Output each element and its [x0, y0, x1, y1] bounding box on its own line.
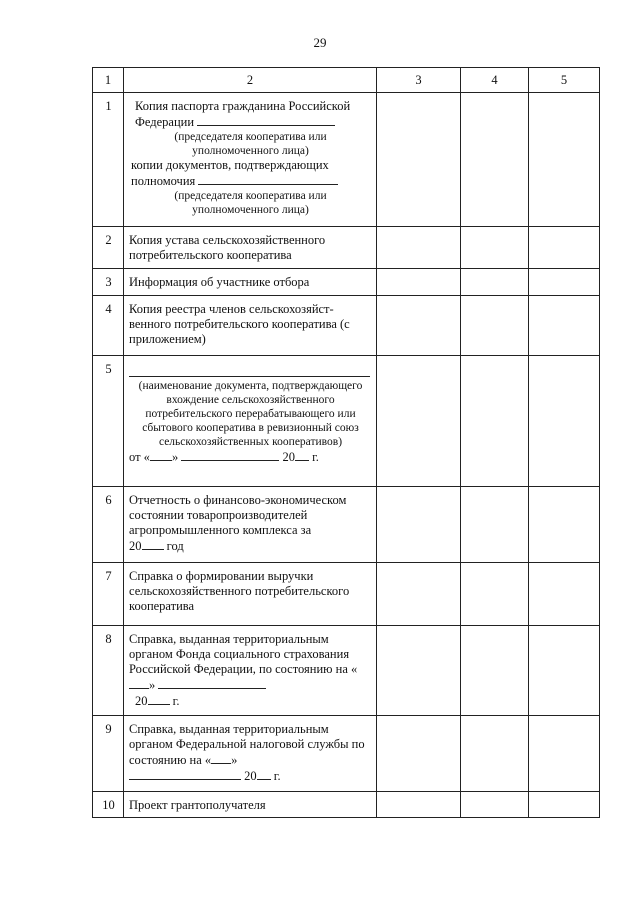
- row-description: Проект грантополучателя: [124, 792, 377, 818]
- row-note: уполномоченного лица): [192, 145, 309, 157]
- blank-line: [198, 173, 338, 185]
- row-cell-3: [377, 93, 461, 227]
- row-cell-5: [529, 227, 600, 269]
- blank-line: [129, 768, 241, 780]
- page-number: 29: [313, 35, 327, 50]
- row-cell-5: [529, 563, 600, 626]
- row-cell-3: [377, 792, 461, 818]
- row-cell-5: [529, 93, 600, 227]
- row-description: Копия реестра членов сельскохозяйст-венного потребительского кооператива (с приложением): [124, 296, 377, 356]
- row-note: (председателя кооператива или: [174, 131, 327, 143]
- table-row: [93, 93, 600, 227]
- row-text: Копия паспорта гражданина Российской: [135, 99, 351, 113]
- row-cell-4: [461, 792, 529, 818]
- row-cell-3: [377, 296, 461, 356]
- row-cell-3: [377, 716, 461, 792]
- table-row: [93, 563, 600, 626]
- row-cell-4: [461, 296, 529, 356]
- documents-table: [92, 67, 600, 818]
- blank-line: [211, 752, 231, 764]
- row-number: 9: [93, 716, 124, 792]
- row-cell-5: [529, 792, 600, 818]
- header-cell: 3: [377, 68, 461, 93]
- row-cell-3: [377, 269, 461, 296]
- year-line: 20 год: [129, 539, 184, 553]
- row-number: 3: [93, 269, 124, 296]
- row-description: [124, 93, 377, 227]
- blank-line: [295, 449, 309, 461]
- row-cell-4: [461, 356, 529, 487]
- row-number: 5: [93, 356, 124, 487]
- row-cell-4: [461, 227, 529, 269]
- row-text: копии документов, подтверждающих: [131, 158, 329, 172]
- blank-line: [129, 677, 149, 689]
- header-cell: 2: [124, 68, 377, 93]
- table-row: [93, 227, 600, 269]
- date-line: от « » 20 г.: [129, 450, 319, 464]
- row-cell-3: [377, 626, 461, 716]
- table-row: [93, 716, 600, 792]
- row-number: 7: [93, 563, 124, 626]
- row-cell-3: [377, 356, 461, 487]
- row-number: 8: [93, 626, 124, 716]
- row-description: Информация об участнике отбора: [124, 269, 377, 296]
- row-note: уполномоченного лица): [192, 204, 309, 216]
- row-cell-4: [461, 626, 529, 716]
- row-number: 1: [93, 93, 124, 227]
- table-row: [93, 792, 600, 818]
- table-row: [93, 626, 600, 716]
- row-cell-3: [377, 487, 461, 563]
- row-description: [124, 487, 377, 563]
- table-row: [93, 356, 600, 487]
- blank-line: [142, 538, 164, 550]
- row-cell-4: [461, 269, 529, 296]
- row-cell-4: [461, 563, 529, 626]
- row-text: Справка, выданная территориальным органом Федеральной налоговой службы по состоянию на «: [129, 722, 365, 767]
- row-cell-5: [529, 269, 600, 296]
- row-cell-5: [529, 626, 600, 716]
- row-cell-4: [461, 487, 529, 563]
- row-cell-4: [461, 716, 529, 792]
- row-note: (наименование документа, подтверждающего вхождение сельскохозяйственного потребительского перерабатывающего или сбытового кооператива в ревизионный союз сельскохозяйственных кооперативов): [138, 380, 363, 448]
- row-description: Копия устава сельскохозяйственного потребительского кооператива: [124, 227, 377, 269]
- blank-line: [197, 114, 335, 126]
- row-number: 4: [93, 296, 124, 356]
- row-text-with-blank: полномочия: [129, 173, 372, 189]
- row-description: Справка, выданная территориальным органом Федеральной налоговой службы по состоянию на « » 20 г.: [124, 716, 377, 792]
- header-cell: 5: [529, 68, 600, 93]
- row-cell-4: [461, 93, 529, 227]
- year-line: 20 г.: [129, 768, 372, 784]
- row-number: 2: [93, 227, 124, 269]
- row-cell-5: [529, 356, 600, 487]
- row-description: [124, 356, 377, 487]
- row-description: Справка о формировании выручки сельскохозяйственного потребительского кооператива: [124, 563, 377, 626]
- table-header-row: [93, 68, 600, 93]
- table-row: [93, 269, 600, 296]
- blank-line: [129, 364, 370, 377]
- row-number: 10: [93, 792, 124, 818]
- row-note: (председателя кооператива или: [174, 190, 327, 202]
- header-cell: 1: [93, 68, 124, 93]
- row-description: Справка, выданная территориальным органом Фонда социального страхования Российской Федерации, по состоянию на «» 20 г.: [124, 626, 377, 716]
- row-text: Отчетность о финансово-экономическом состоянии товаропроизводителей агропромышленного комплекса за: [129, 493, 347, 537]
- table-row: [93, 296, 600, 356]
- year-line: 20 г.: [135, 694, 180, 708]
- row-cell-5: [529, 487, 600, 563]
- row-cell-5: [529, 296, 600, 356]
- blank-line: [150, 449, 172, 461]
- row-text: Справка, выданная территориальным органом Фонда социального страхования Российской Федерации, по состоянию на «: [129, 632, 358, 676]
- blank-line: [257, 768, 271, 780]
- blank-line: [148, 693, 170, 705]
- blank-line: [181, 449, 279, 461]
- row-number: 6: [93, 487, 124, 563]
- blank-line: [158, 677, 266, 689]
- row-cell-3: [377, 563, 461, 626]
- row-text-with-blank: Федерации: [129, 114, 372, 130]
- table-row: [93, 487, 600, 563]
- row-cell-3: [377, 227, 461, 269]
- row-cell-5: [529, 716, 600, 792]
- header-cell: 4: [461, 68, 529, 93]
